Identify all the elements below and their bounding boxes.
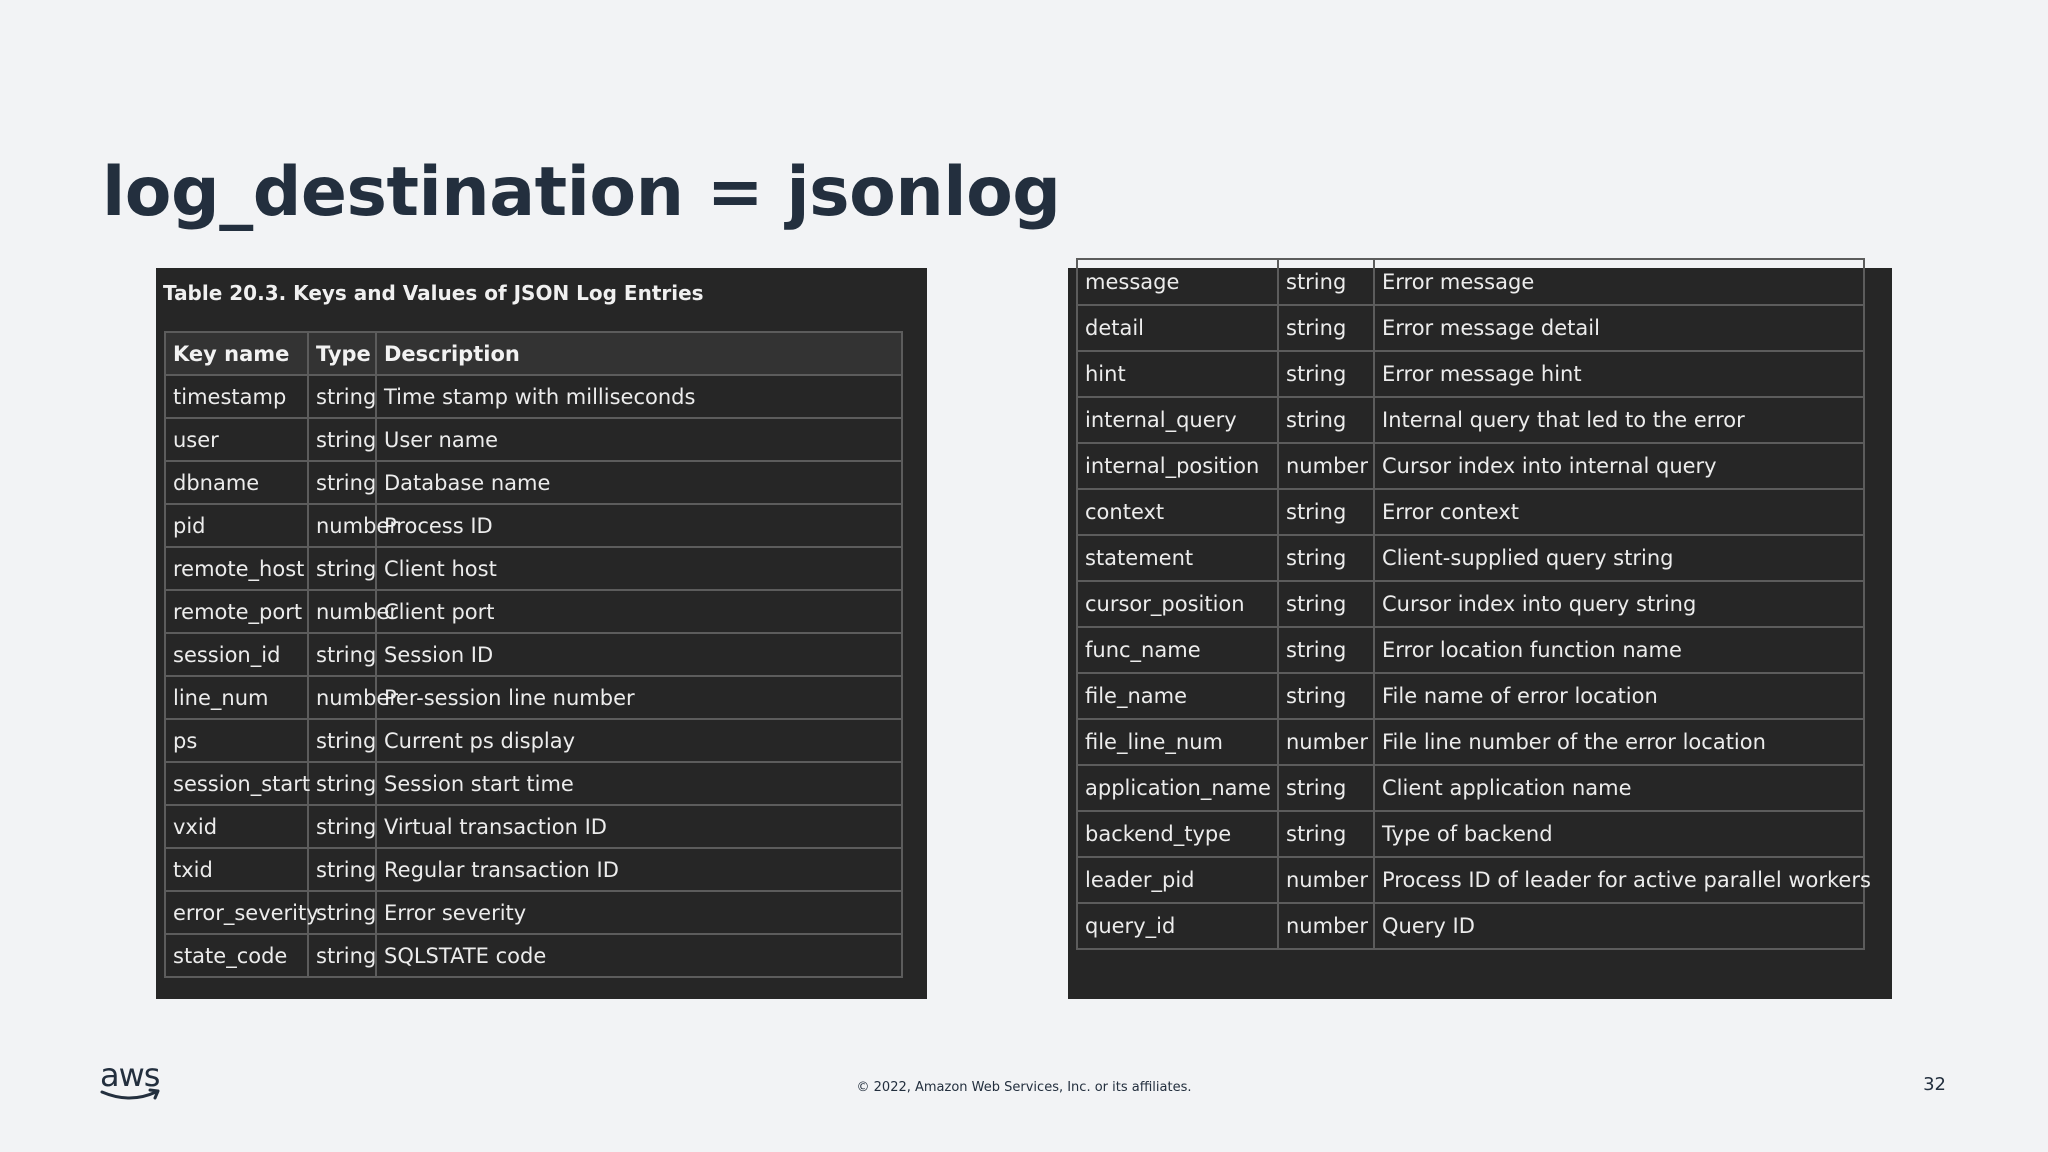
cell-key-name: cursor_position bbox=[1077, 581, 1278, 627]
cell-description: Query ID bbox=[1374, 903, 1864, 949]
cell-description: Database name bbox=[376, 461, 902, 504]
cell-type: string bbox=[1278, 811, 1374, 857]
cell-key-name: error_severity bbox=[165, 891, 308, 934]
table-row bbox=[1077, 489, 1864, 535]
table-row bbox=[165, 633, 902, 676]
table-row bbox=[1077, 397, 1864, 443]
json-keys-table-image-right bbox=[1068, 268, 1892, 999]
json-keys-table-image-left bbox=[156, 268, 927, 999]
cell-key-name: context bbox=[1077, 489, 1278, 535]
cell-type: string bbox=[308, 891, 376, 934]
cell-description: File name of error location bbox=[1374, 673, 1864, 719]
table-row bbox=[1077, 259, 1864, 305]
cell-key-name: txid bbox=[165, 848, 308, 891]
table-row bbox=[1077, 719, 1864, 765]
cell-description: Process ID bbox=[376, 504, 902, 547]
cell-key-name: func_name bbox=[1077, 627, 1278, 673]
cell-type: string bbox=[1278, 673, 1374, 719]
cell-key-name: line_num bbox=[165, 676, 308, 719]
table-row bbox=[1077, 903, 1864, 949]
copyright-notice: © 2022, Amazon Web Services, Inc. or its affiliates. bbox=[856, 1080, 1192, 1095]
table-row bbox=[165, 805, 902, 848]
cell-description: Client-supplied query string bbox=[1374, 535, 1864, 581]
cell-type: number bbox=[308, 590, 376, 633]
cell-key-name: query_id bbox=[1077, 903, 1278, 949]
cell-key-name: timestamp bbox=[165, 375, 308, 418]
cell-key-name: session_id bbox=[165, 633, 308, 676]
cell-type: number bbox=[1278, 857, 1374, 903]
cell-description: Regular transaction ID bbox=[376, 848, 902, 891]
cell-description: Client application name bbox=[1374, 765, 1864, 811]
cell-type: string bbox=[1278, 351, 1374, 397]
cell-description: Error context bbox=[1374, 489, 1864, 535]
cell-type: number bbox=[308, 504, 376, 547]
cell-key-name: internal_position bbox=[1077, 443, 1278, 489]
cell-key-name: hint bbox=[1077, 351, 1278, 397]
cell-key-name: state_code bbox=[165, 934, 308, 977]
cell-description: Error message hint bbox=[1374, 351, 1864, 397]
slide-title: log_destination = jsonlog bbox=[102, 153, 1061, 232]
cell-description: Client port bbox=[376, 590, 902, 633]
table-row bbox=[1077, 673, 1864, 719]
page-number: 32 bbox=[1923, 1074, 1946, 1095]
cell-type: string bbox=[1278, 305, 1374, 351]
table-row bbox=[165, 504, 902, 547]
cell-description: File line number of the error location bbox=[1374, 719, 1864, 765]
cell-key-name: pid bbox=[165, 504, 308, 547]
cell-type: string bbox=[308, 633, 376, 676]
cell-key-name: user bbox=[165, 418, 308, 461]
cell-key-name: statement bbox=[1077, 535, 1278, 581]
cell-key-name: application_name bbox=[1077, 765, 1278, 811]
cell-type: number bbox=[308, 676, 376, 719]
table-row bbox=[1077, 351, 1864, 397]
table-row bbox=[165, 418, 902, 461]
cell-type: string bbox=[1278, 259, 1374, 305]
table-row bbox=[165, 762, 902, 805]
cell-description: Error message detail bbox=[1374, 305, 1864, 351]
json-keys-table-right bbox=[1076, 258, 1871, 950]
cell-type: string bbox=[308, 461, 376, 504]
cell-key-name: message bbox=[1077, 259, 1278, 305]
cell-description: Session start time bbox=[376, 762, 902, 805]
table-body-left bbox=[165, 375, 902, 977]
cell-description: Cursor index into internal query bbox=[1374, 443, 1864, 489]
cell-type: string bbox=[308, 375, 376, 418]
table-row bbox=[1077, 765, 1864, 811]
table-row bbox=[165, 375, 902, 418]
table-row bbox=[165, 848, 902, 891]
cell-type: string bbox=[1278, 489, 1374, 535]
table-row bbox=[165, 590, 902, 633]
cell-type: string bbox=[1278, 397, 1374, 443]
table-body-right bbox=[1077, 259, 1871, 949]
table-caption: Table 20.3. Keys and Values of JSON Log Entries bbox=[163, 281, 704, 305]
cell-description: Cursor index into query string bbox=[1374, 581, 1864, 627]
cell-description: Time stamp with milliseconds bbox=[376, 375, 902, 418]
json-keys-table-left bbox=[164, 331, 903, 978]
table-row bbox=[1077, 857, 1864, 903]
cell-type: string bbox=[308, 719, 376, 762]
cell-description: Virtual transaction ID bbox=[376, 805, 902, 848]
table-row bbox=[165, 891, 902, 934]
cell-type: string bbox=[1278, 581, 1374, 627]
cell-description: Internal query that led to the error bbox=[1374, 397, 1864, 443]
table-row bbox=[1077, 305, 1864, 351]
cell-type: string bbox=[308, 805, 376, 848]
cell-key-name: session_start bbox=[165, 762, 308, 805]
table-row bbox=[165, 461, 902, 504]
cell-key-name: dbname bbox=[165, 461, 308, 504]
table-row bbox=[1077, 811, 1864, 857]
cell-description: Error location function name bbox=[1374, 627, 1864, 673]
header-description: Description bbox=[376, 332, 902, 375]
cell-key-name: file_line_num bbox=[1077, 719, 1278, 765]
cell-type: string bbox=[308, 934, 376, 977]
cell-description: Error message bbox=[1374, 259, 1864, 305]
table-row bbox=[1077, 627, 1864, 673]
cell-description: Current ps display bbox=[376, 719, 902, 762]
table-header-row bbox=[165, 332, 902, 375]
cell-key-name: leader_pid bbox=[1077, 857, 1278, 903]
cell-key-name: file_name bbox=[1077, 673, 1278, 719]
cell-description: Session ID bbox=[376, 633, 902, 676]
cell-type: string bbox=[308, 762, 376, 805]
header-type: Type bbox=[308, 332, 376, 375]
cell-type: string bbox=[1278, 535, 1374, 581]
table-row bbox=[1077, 535, 1864, 581]
cell-type: string bbox=[308, 547, 376, 590]
cell-description: User name bbox=[376, 418, 902, 461]
table-row bbox=[165, 934, 902, 977]
cell-key-name: remote_port bbox=[165, 590, 308, 633]
cell-key-name: ps bbox=[165, 719, 308, 762]
table-row bbox=[165, 547, 902, 590]
cell-description: SQLSTATE code bbox=[376, 934, 902, 977]
cell-key-name: vxid bbox=[165, 805, 308, 848]
table-row bbox=[1077, 443, 1864, 489]
cell-description: Process ID of leader for active parallel workers bbox=[1374, 857, 1864, 903]
cell-description: Client host bbox=[376, 547, 902, 590]
table-row bbox=[165, 719, 902, 762]
cell-type: number bbox=[1278, 903, 1374, 949]
cell-key-name: internal_query bbox=[1077, 397, 1278, 443]
cell-type: number bbox=[1278, 719, 1374, 765]
cell-description: Type of backend bbox=[1374, 811, 1864, 857]
cell-key-name: detail bbox=[1077, 305, 1278, 351]
cell-type: string bbox=[1278, 765, 1374, 811]
table-row bbox=[165, 676, 902, 719]
cell-type: string bbox=[308, 418, 376, 461]
aws-logo-text: aws bbox=[100, 1056, 160, 1094]
header-key-name: Key name bbox=[165, 332, 308, 375]
cell-type: string bbox=[308, 848, 376, 891]
cell-type: string bbox=[1278, 627, 1374, 673]
cell-key-name: remote_host bbox=[165, 547, 308, 590]
cell-key-name: backend_type bbox=[1077, 811, 1278, 857]
table-row bbox=[1077, 581, 1864, 627]
cell-type: number bbox=[1278, 443, 1374, 489]
cell-description: Per-session line number bbox=[376, 676, 902, 719]
cell-description: Error severity bbox=[376, 891, 902, 934]
